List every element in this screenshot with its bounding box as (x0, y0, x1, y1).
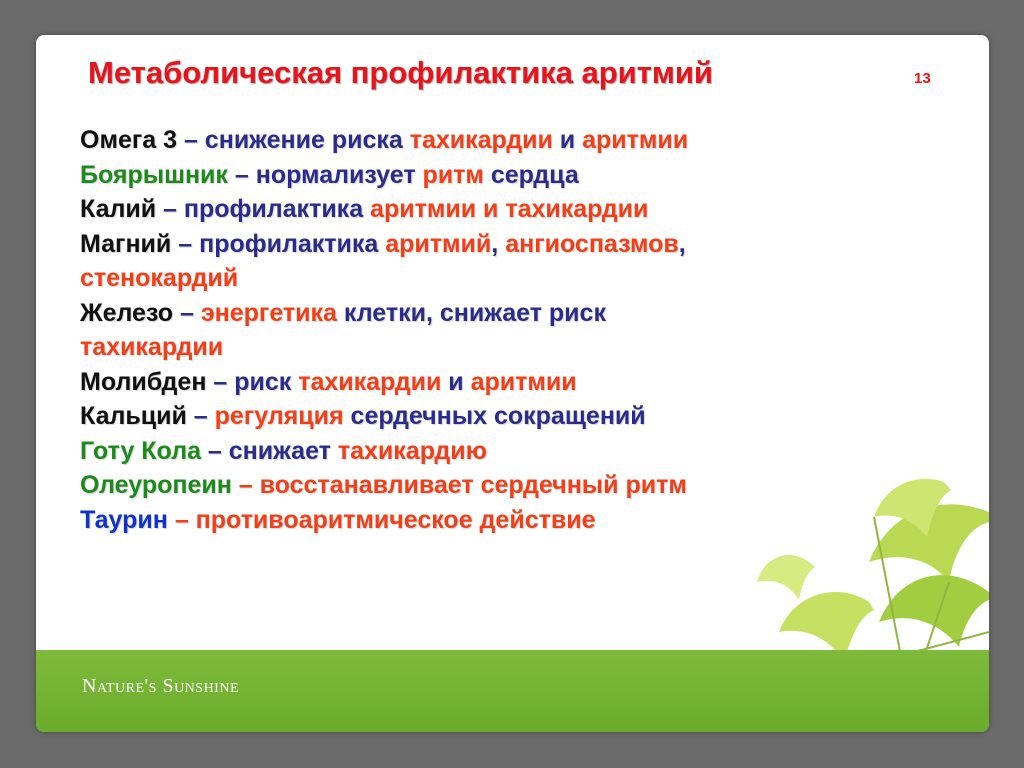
text-segment: Калий (80, 195, 157, 223)
text-segment: ангиоспазмов (505, 229, 679, 258)
content-line (80, 158, 900, 193)
text-segment: – риск (206, 367, 299, 396)
text-segment: аритмии (582, 126, 689, 154)
text-segment: – восстанавливает сердечный ритм (231, 471, 687, 499)
slide-title: Метаболическая профилактика аритмий (88, 55, 713, 90)
page-number: 13 (914, 70, 931, 87)
text-segment: тахикардии (298, 367, 442, 396)
brand-logo-text: Nature's Sunshine (82, 675, 240, 697)
footer-bar (36, 650, 989, 732)
text-segment: , (678, 229, 686, 258)
text-segment: – снижение риска (177, 126, 410, 154)
ginkgo-leaves-image (689, 472, 989, 672)
text-segment: и (552, 126, 583, 154)
text-segment: – противоаритмическое действие (167, 505, 596, 534)
text-segment: – профилактика (171, 229, 386, 258)
text-segment: – нормализует (227, 160, 423, 189)
text-segment: тахикардии (409, 126, 553, 154)
text-segment: Таурин (80, 505, 168, 534)
text-segment: энергетика (200, 298, 337, 327)
content-line (80, 365, 900, 400)
text-segment: сердечных сокращений (343, 402, 646, 430)
text-segment: клетки, снижает риск (336, 298, 606, 327)
text-segment: Магний (80, 229, 172, 258)
text-segment: Молибден (80, 367, 207, 396)
text-segment: Омега 3 (80, 126, 178, 154)
text-segment: тахикардию (337, 436, 487, 465)
text-segment: – (186, 402, 215, 430)
text-segment: Железо (80, 298, 174, 327)
text-segment: тахикардии (80, 333, 224, 361)
content-line (80, 296, 900, 331)
content-line (80, 227, 900, 262)
text-segment: – профилактика (156, 195, 371, 223)
text-segment: Боярышник (80, 160, 228, 189)
content-line (80, 192, 900, 227)
slide (36, 35, 989, 732)
text-segment: Олеуропеин (80, 471, 232, 499)
text-segment: и (441, 367, 471, 396)
content-line (80, 261, 900, 296)
text-segment: аритмий (385, 229, 492, 258)
text-segment: – (173, 298, 201, 327)
text-segment: Готу Кола (80, 436, 201, 465)
text-segment: сердца (483, 160, 579, 189)
content-line (80, 123, 900, 158)
text-segment: , (491, 229, 506, 258)
text-segment: регуляция (214, 402, 344, 430)
text-segment: аритмии (470, 367, 577, 396)
text-segment: стенокардий (80, 264, 239, 292)
text-segment: аритмии и тахикардии (370, 195, 649, 223)
text-segment: Кальций (80, 402, 187, 430)
content-line (80, 434, 900, 469)
content-line (80, 330, 900, 365)
content-line (80, 399, 900, 434)
text-segment: ритм (422, 160, 484, 189)
text-segment: – снижает (200, 436, 338, 465)
